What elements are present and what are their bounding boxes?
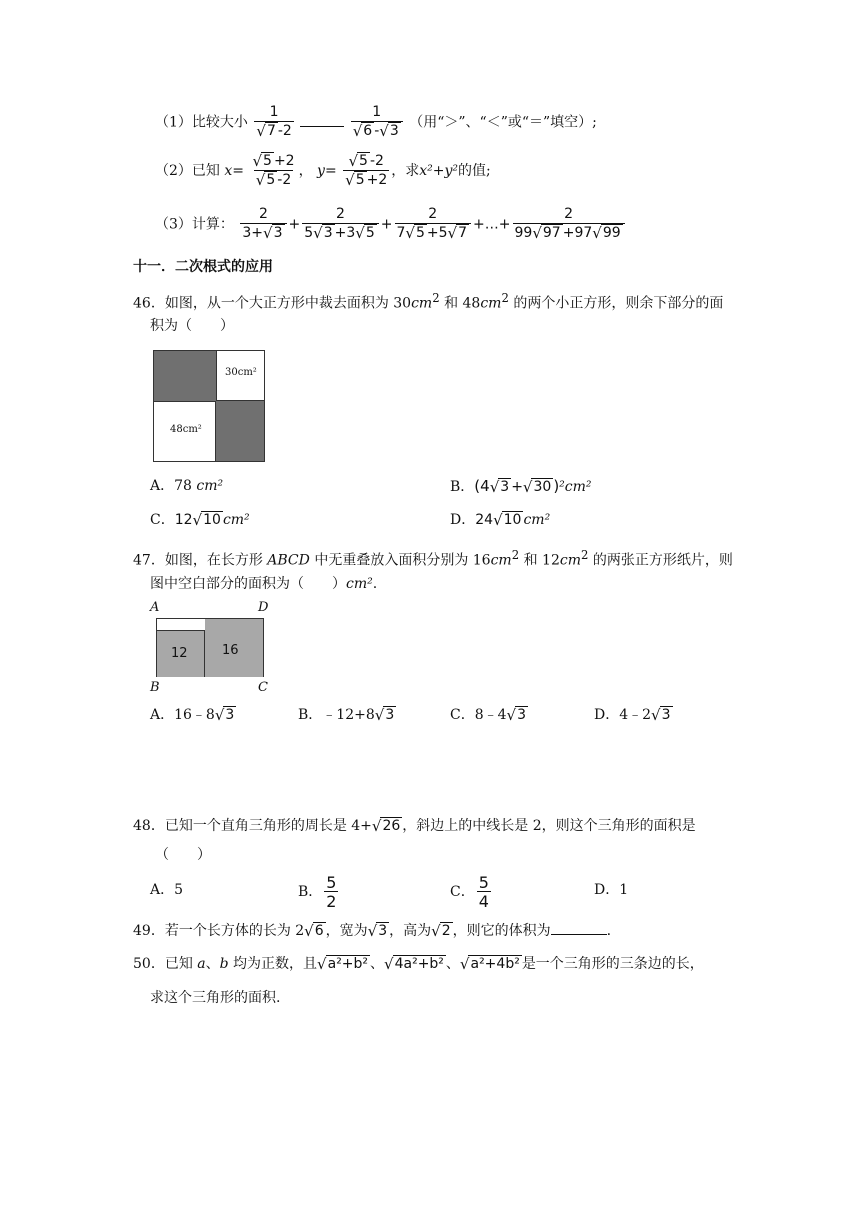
answer-blank[interactable] — [300, 126, 344, 127]
option-label: D． — [450, 512, 476, 528]
den-text: 7 — [396, 225, 406, 241]
q47-stem-c: 和 12 — [519, 552, 560, 569]
radicand: 5 — [365, 225, 375, 241]
term-2 — [302, 206, 379, 243]
q45-part1-suffix: （用“＞”、“＜”或“＝”填空）; — [409, 114, 597, 131]
radical: √ 6 — [352, 122, 373, 140]
unit: cm — [480, 295, 502, 312]
q46-option-a[interactable] — [150, 476, 223, 496]
radicand: 3 — [273, 225, 283, 241]
radicand: 7 — [458, 225, 468, 241]
q50-stem-c: 是一个三角形的三条边的长， — [521, 956, 704, 972]
radicand: 6 — [314, 923, 324, 939]
q46-stem-b: 和 48 — [439, 295, 481, 312]
option-label: B． — [298, 884, 323, 900]
den-tail: +2 — [366, 172, 388, 188]
q45-part2-label: （2）已知 — [155, 163, 220, 179]
fraction-denominator — [254, 121, 293, 141]
radicand: 3 — [389, 123, 399, 139]
radicand: 3 — [517, 707, 527, 723]
fraction-denominator: 5 √ 3 +3 √ 5 — [302, 223, 379, 243]
coefficient: 12 — [174, 512, 193, 528]
radicand: 7 — [266, 123, 276, 139]
q50-stem-line2: 求这个三角形的面积. — [150, 990, 281, 1006]
q46-figure — [153, 350, 265, 462]
var-a: a — [197, 956, 206, 972]
term-4 — [513, 206, 625, 243]
fraction-2 — [351, 104, 403, 141]
num-tail: -2 — [369, 153, 384, 169]
q47-stem-line2 — [150, 574, 377, 594]
q48-stem-a: 48．已知一个直角三角形的周长是 4+ — [133, 818, 372, 834]
fraction-denominator: √ 5 -2 — [255, 171, 292, 189]
q48-stem-line2: （ ） — [155, 847, 211, 863]
q49-stem: 49．若一个长方体的长为 2 √ 6 ，宽为 √ 3 ，高为 √ 2 ，则它的体积为 . — [133, 922, 612, 940]
q45-part2-text: ，求 — [391, 163, 420, 179]
shaded-region — [216, 401, 264, 461]
label-B: B — [150, 680, 160, 695]
q49-stem-d: ，则它的体积为 — [452, 923, 551, 939]
q48-stem-b: ，斜边上的中线长是 2，则这个三角形的面积是 — [402, 818, 696, 834]
q47-option-d[interactable]: D．4﹣2 √ 3 — [594, 706, 671, 724]
label-30: 30cm² — [225, 367, 257, 378]
option-label: D．4﹣2 — [594, 707, 652, 723]
fraction-denominator: 3+ √ 3 — [240, 223, 286, 243]
fraction-numerator: 2 — [428, 206, 438, 222]
q45-part1-label: （1）比较大小 — [155, 114, 248, 131]
fraction-numerator: √ 5 -2 — [348, 152, 384, 170]
q47-stem-b: 中无重叠放入面积分别为 16 — [309, 552, 491, 569]
q50-stem-b: 均为正数，且 — [228, 956, 318, 972]
q46-option-c[interactable]: C．12 √ 10 cm² — [150, 511, 250, 529]
fraction-denominator: 7 √ 5 +5 √ 7 — [395, 223, 472, 243]
unit: ²cm² — [559, 479, 592, 495]
den-text: +3 — [334, 225, 356, 241]
q48-option-b[interactable] — [298, 872, 340, 912]
q45-part3 — [155, 206, 627, 243]
q47-stem: 47．如图，在长方形 ABCD 中无重叠放入面积分别为 $16cm^2$ 和 $12cm^2$ 的两张正方形纸片，则 — [133, 548, 733, 569]
radicand: 3 — [225, 707, 235, 723]
unit: cm² — [523, 512, 551, 528]
ellipsis: +…+ — [473, 216, 511, 233]
den-text: 99 — [514, 225, 533, 241]
q46-stem-c: 的两个小正方形，则余下部分的面 — [508, 295, 724, 312]
fraction-denominator: √ 5 +2 — [345, 171, 388, 189]
fraction-numerator: 2 — [336, 206, 345, 222]
radicand: 10 — [203, 512, 221, 528]
radicand: 3 — [500, 479, 510, 495]
q50-stem: 50．已知 a、b 均为正数，且 √ a²+b² 、 √ 4a²+b² 、 √ a²+4b² 是一个三角形的三条边的长， — [133, 955, 704, 973]
unit: cm² — [222, 512, 250, 528]
option-label: C．8﹣4 — [450, 707, 507, 723]
label-A: A — [150, 600, 160, 615]
period: . — [606, 923, 612, 939]
fraction-1 — [254, 104, 293, 141]
option-label: B． — [450, 479, 475, 495]
q47-figure — [148, 600, 278, 696]
den-text: 3+ — [242, 225, 264, 241]
radicand: 30 — [533, 479, 552, 495]
fraction-denominator: 4 — [478, 891, 489, 911]
q47-stem-line2-text: 图中空白部分的面积为（ ） — [150, 576, 346, 592]
fraction-numerator: 1 — [372, 104, 382, 120]
section-title: 十一．二次根式的应用 — [133, 259, 273, 275]
radicand: 99 — [602, 225, 621, 241]
option-label: A．78 — [150, 478, 197, 494]
option-label: B．﹣12+8 — [298, 707, 375, 723]
radicand: a²+b² — [327, 956, 369, 972]
equals-sign: = — [324, 163, 337, 179]
den-tail: -2 — [277, 172, 292, 188]
shaded-region — [154, 351, 216, 401]
fraction — [324, 874, 338, 911]
fraction-denominator: 99 √ 97 +97 √ 99 — [513, 223, 625, 243]
q47-stem-d: 的两张正方形纸片，则 — [588, 552, 733, 569]
plus-sign: + — [511, 479, 523, 495]
radicand: 5 — [266, 172, 276, 188]
rect-name: ABCD — [267, 552, 310, 569]
square-30 — [216, 351, 264, 401]
radicand: 5 — [359, 153, 368, 169]
radicand: 5 — [355, 172, 365, 188]
radical: √ 3 — [379, 122, 399, 140]
q48-stem: 48．已知一个直角三角形的周长是 4+ √ 26 ，斜边上的中线长是 2，则这个三角形的面积是 — [133, 817, 696, 835]
answer-blank[interactable] — [551, 934, 607, 935]
q49-stem-c: ，高为 — [389, 923, 432, 939]
q45-part2-suffix: 的值; — [458, 163, 491, 179]
coefficient: 24 — [475, 512, 494, 528]
expr: (4 — [474, 477, 490, 495]
radicand: 26 — [382, 818, 401, 834]
plus-sign: + — [380, 216, 393, 233]
radicand: 3 — [385, 707, 395, 723]
q48-option-a[interactable]: A．5 — [150, 882, 184, 898]
var-y: y — [317, 163, 325, 179]
label-12: 12 — [171, 646, 188, 661]
fraction-numerator: 1 — [269, 104, 279, 120]
square-12 — [157, 630, 205, 677]
q47-option-b[interactable]: B．﹣12+8 √ 3 — [298, 706, 395, 724]
den-tail: -2 — [277, 123, 292, 139]
fraction-x — [250, 152, 296, 190]
radicand: a²+4b² — [470, 956, 520, 972]
period: . — [372, 576, 378, 592]
fraction-denominator: √ 6 - √ 3 — [351, 121, 403, 141]
radical: √ 7 — [256, 122, 276, 140]
fraction-numerator: 5 — [326, 872, 337, 892]
unit: cm² — [196, 478, 224, 494]
q46-stem: 46．如图，从一个大正方形中裁去面积为 $30cm^2$ 和 $48cm^2$ 的两个小正方形，则余下部分的面 — [133, 291, 724, 312]
radicand: 5 — [415, 225, 425, 241]
equals-sign: = — [232, 163, 245, 179]
q49-stem-b: ，宽为 — [325, 923, 368, 939]
var-x: x — [224, 163, 233, 179]
fraction — [477, 874, 491, 911]
fraction-y — [343, 152, 389, 190]
radicand: 10 — [503, 512, 522, 528]
unit: cm² — [346, 576, 373, 592]
fraction-denominator: 2 — [326, 891, 337, 911]
q45-part2 — [155, 152, 491, 190]
q45-part3-label: （3）计算： — [155, 216, 234, 233]
label-D: D — [258, 600, 269, 615]
expression: x²+y² — [419, 163, 459, 179]
fraction-numerator: 5 — [478, 872, 489, 892]
expr: ) — [553, 477, 560, 495]
den-text: +97 — [562, 225, 593, 241]
radicand: 2 — [441, 923, 451, 939]
radicand: 97 — [542, 225, 561, 241]
q47-stem-a: 47．如图，在长方形 — [133, 552, 268, 569]
q48-option-c[interactable] — [450, 872, 493, 912]
label-16: 16 — [222, 643, 239, 658]
q46-option-b[interactable]: B．(4 √ 3 + √ 30 )²cm² — [450, 477, 592, 496]
q46-stem-a: 46．如图，从一个大正方形中裁去面积为 30 — [133, 295, 412, 312]
radicand: 3 — [661, 707, 671, 723]
fraction-numerator: 2 — [258, 206, 268, 222]
num-tail: +2 — [273, 153, 295, 169]
q49-stem-a: 49．若一个长方体的长为 2 — [133, 923, 305, 939]
rectangle-abcd — [156, 618, 264, 677]
den-text: +5 — [426, 225, 448, 241]
separator: 、 — [370, 956, 385, 972]
separator: 、 — [205, 956, 220, 972]
q45-part1 — [155, 104, 597, 141]
fraction-numerator: √ 5 +2 — [252, 152, 295, 170]
option-label: C． — [150, 512, 175, 528]
den-text: 5 — [304, 225, 314, 241]
q46-stem-line2: 积为（ ） — [150, 318, 234, 334]
term-3 — [395, 206, 472, 243]
option-label: C． — [450, 884, 475, 900]
q46-option-d[interactable]: D．24 √ 10 cm² — [450, 511, 551, 529]
unit: cm — [411, 295, 433, 312]
square-16 — [205, 619, 263, 677]
radicand: 3 — [323, 225, 333, 241]
q47-option-c[interactable]: C．8﹣4 √ 3 — [450, 706, 527, 724]
square-48 — [154, 401, 216, 461]
q47-option-a[interactable]: A．16﹣8 √ 3 — [150, 706, 235, 724]
fraction-numerator: 2 — [564, 206, 574, 222]
q50-stem-a: 50．已知 — [133, 956, 198, 972]
radicand: 4a²+b² — [394, 956, 444, 972]
option-label: A．16﹣8 — [150, 707, 215, 723]
comma: ， — [298, 163, 313, 179]
q48-option-d[interactable]: D．1 — [594, 882, 629, 898]
separator: 、 — [445, 956, 460, 972]
plus-sign: + — [288, 216, 301, 233]
radicand: 3 — [378, 923, 388, 939]
radicand: 5 — [263, 153, 272, 169]
label-48: 48cm² — [170, 424, 202, 435]
term-1 — [240, 206, 286, 243]
radicand: 6 — [363, 123, 373, 139]
label-C: C — [258, 680, 268, 695]
var-b: b — [219, 956, 229, 972]
